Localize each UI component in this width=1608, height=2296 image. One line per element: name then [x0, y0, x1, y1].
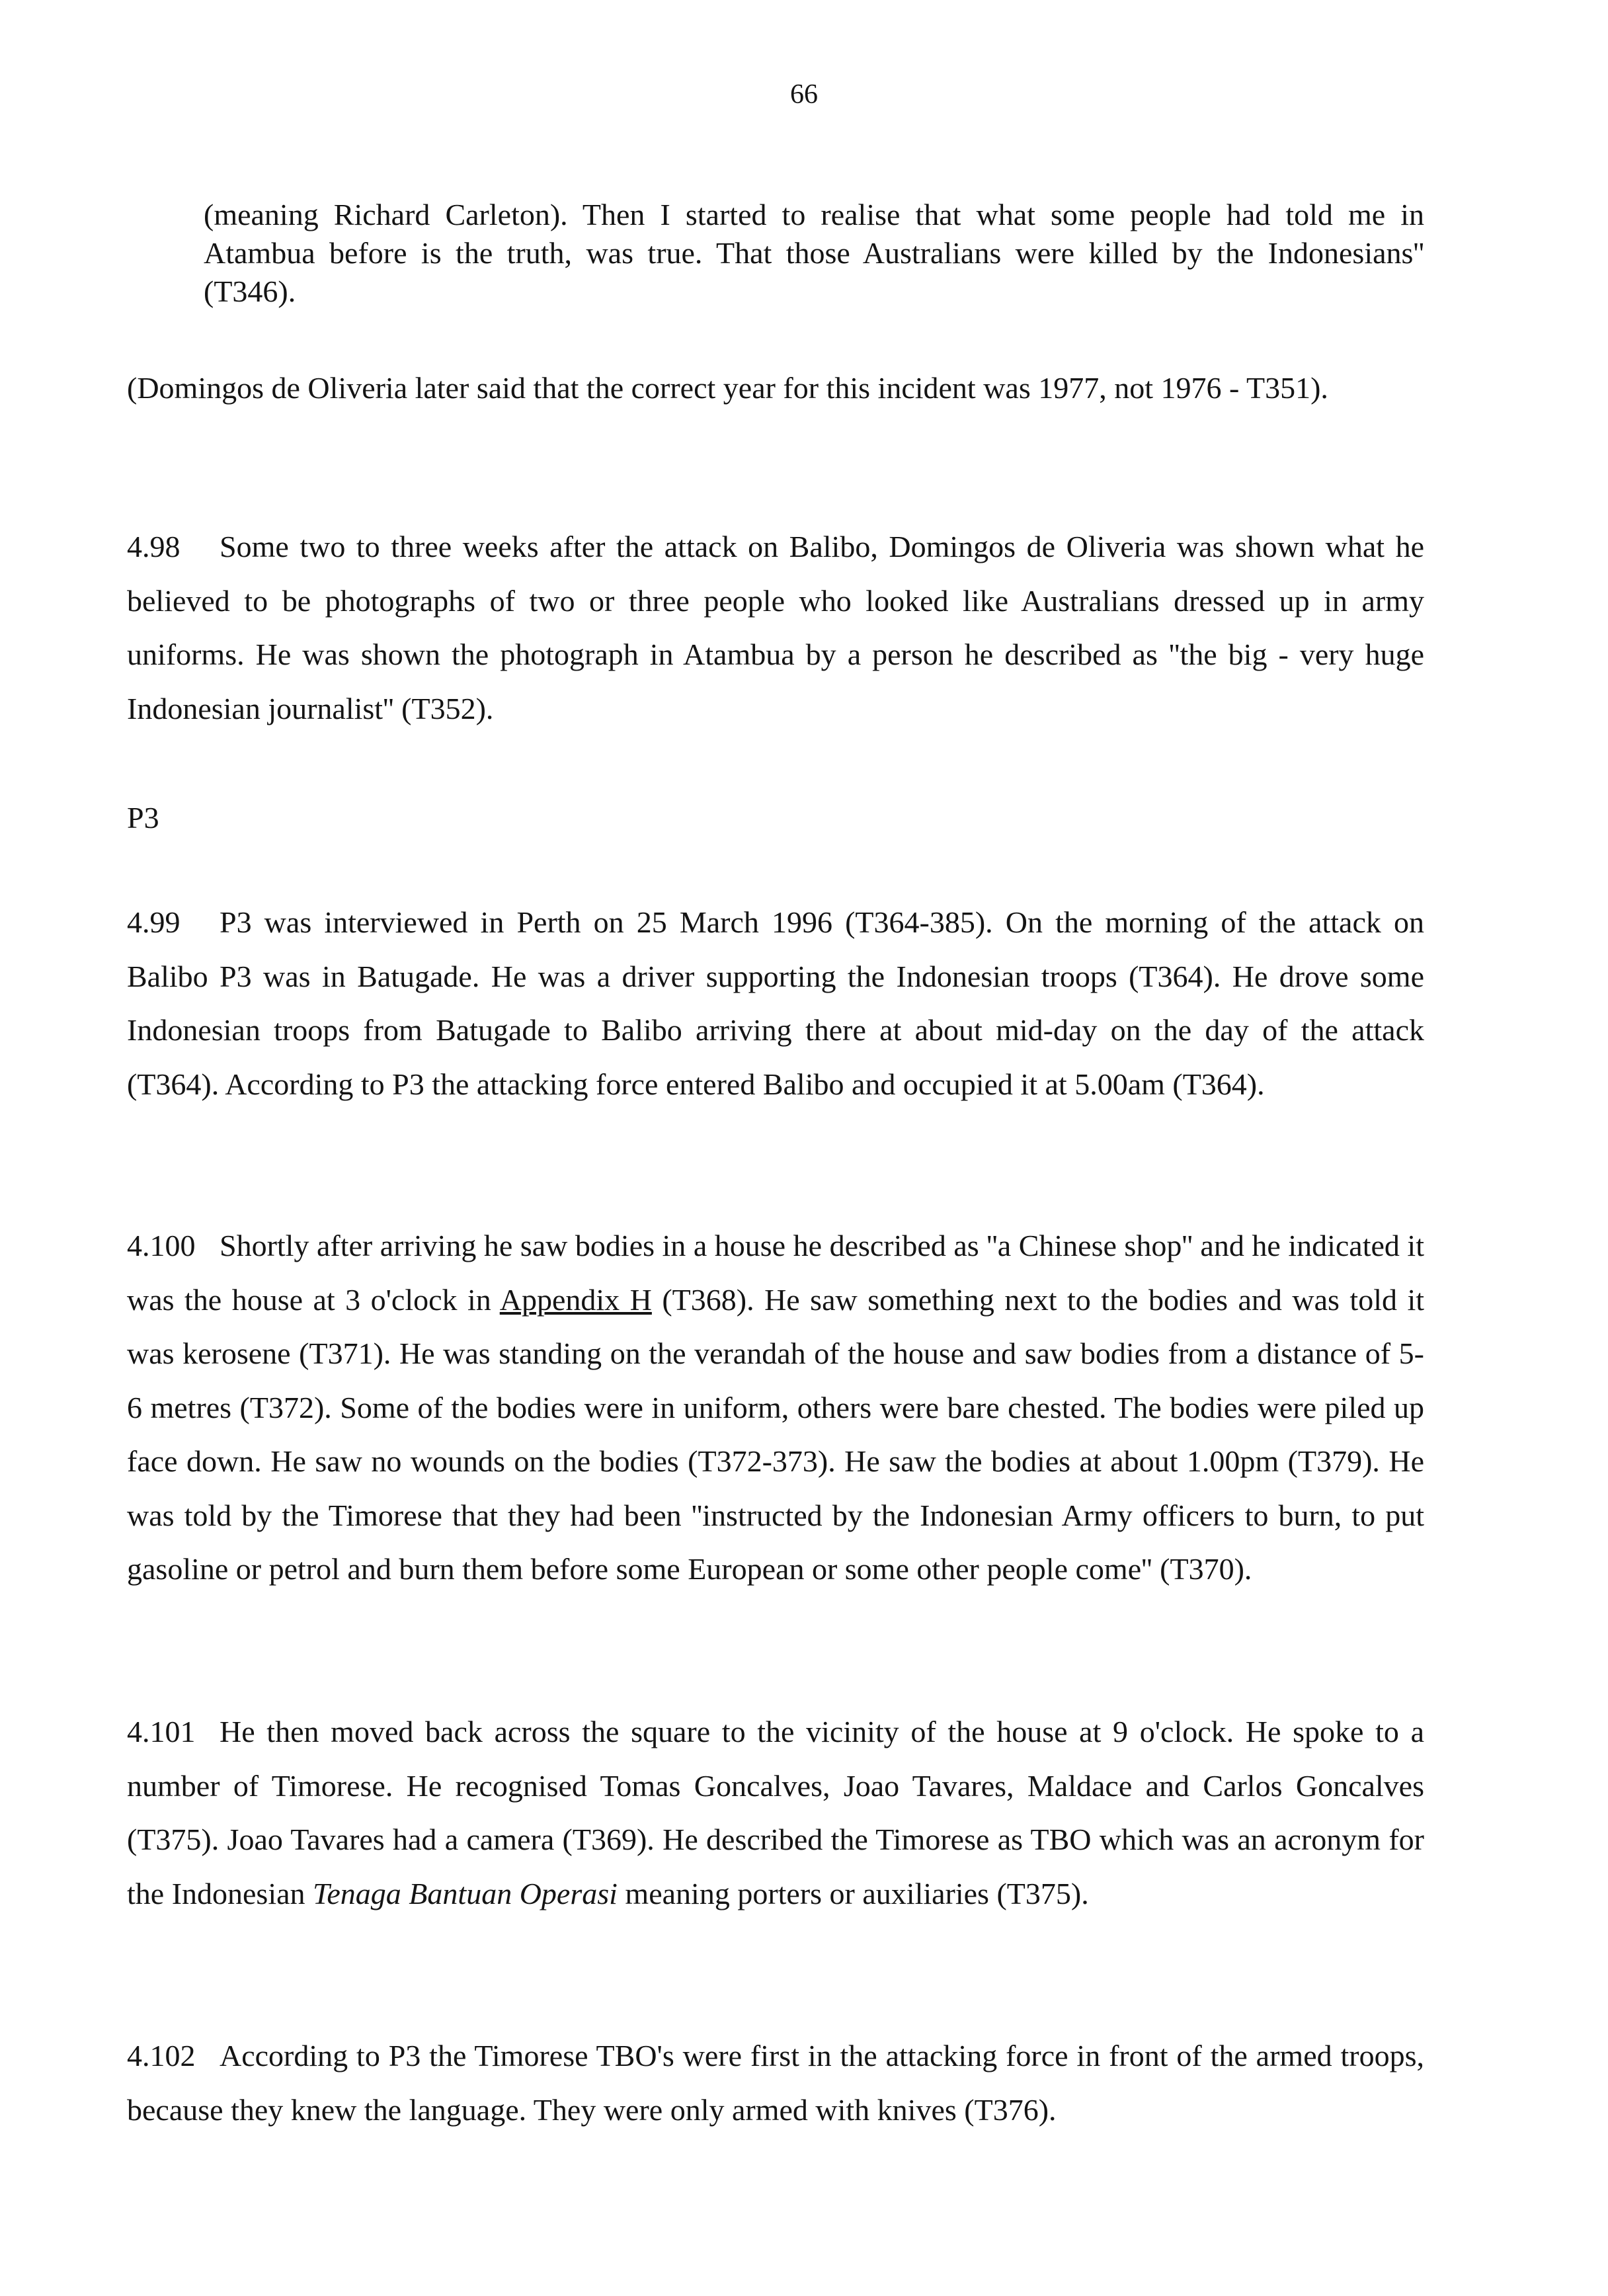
- paragraph-4-102: [127, 2029, 1424, 2137]
- paragraph-number: 4.102: [127, 2039, 196, 2072]
- quote-continuation: (meaning Richard Carleton). Then I started to realise that what some people had told me in Atambua before is the truth, was true. That those Australians were killed by the Indonesians'' (T346).: [204, 198, 1424, 308]
- paragraph-4-100: [127, 1219, 1424, 1596]
- paragraph-4-101: [127, 1705, 1424, 1920]
- paragraph-text: P3 was interviewed in Perth on 25 March 1996 (T364-385). On the morning of the attack on Balibo P3 was in Batugade. He was a driver supporting the Indonesian troops (T364). He drove some Indonesian troops from Batugade to Balibo arriving there at about mid-day on the day of the attack (T364). According to P3 the attacking force entered Balibo and occupied it at 5.00am (T364).: [127, 905, 1424, 1101]
- paragraph-number: 4.98: [127, 530, 181, 563]
- correction-note: (Domingos de Oliveria later said that the correct year for this incident was 1977, not 1976 - T351).: [127, 371, 1328, 405]
- paragraph-number: 4.99: [127, 905, 181, 939]
- paragraph-text: He then moved back across the square to the vicinity of the house at 9 o'clock. He spoke to a number of Timorese. He recognised Tomas Goncalves, Joao Tavares, Maldace and Carlos Goncalves (T375). Joao Tavares had a camera (T369). He described the Timorese as TBO which was an acronym for the Indonesian: [127, 1715, 1424, 1910]
- section-heading: P3: [127, 801, 159, 835]
- page-number: 66: [790, 79, 818, 110]
- paragraph-text: Shortly after arriving he saw bodies in a house he described as ''a Chinese shop'' and he indicated it was the house at 3 o'clock in: [127, 1229, 1424, 1317]
- italic-term: Tenaga Bantuan Operasi: [313, 1876, 618, 1910]
- paragraph-text-continued: meaning porters or auxiliaries (T375).: [625, 1876, 1089, 1910]
- paragraph-text: According to P3 the Timorese TBO's were first in the attacking force in front of the armed troops, because they knew the language. They were only armed with knives (T376).: [127, 2039, 1424, 2127]
- paragraph-text: Some two to three weeks after the attack on Balibo, Domingos de Oliveria was shown what he believed to be photographs of two or three people who looked like Australians dressed up in army uniforms. He was shown the photograph in Atambua by a person he described as ''the big - very huge Indonesian journalist'' (T352).: [127, 530, 1424, 725]
- paragraph-4-98: [127, 520, 1424, 735]
- paragraph-number: 4.101: [127, 1715, 196, 1748]
- paragraph-number: 4.100: [127, 1229, 196, 1262]
- paragraph-text-continued: (T368). He saw something next to the bodies and was told it was kerosene (T371). He was standing on the verandah of the house and saw bodies from a distance of 5-6 metres (T372). Some of the bodies were in uniform, others were bare chested. The bodies were piled up face down. He saw no wounds on the bodies (T372-373). He saw the bodies at about 1.00pm (T379). He was told by the Timorese that they had been ''instructed by the Indonesian Army officers to burn, to put gasoline or petrol and burn them before some European or some other people come'' (T370).: [127, 1282, 1425, 1586]
- appendix-h-link[interactable]: Appendix H: [499, 1282, 652, 1317]
- paragraph-4-99: [127, 895, 1424, 1111]
